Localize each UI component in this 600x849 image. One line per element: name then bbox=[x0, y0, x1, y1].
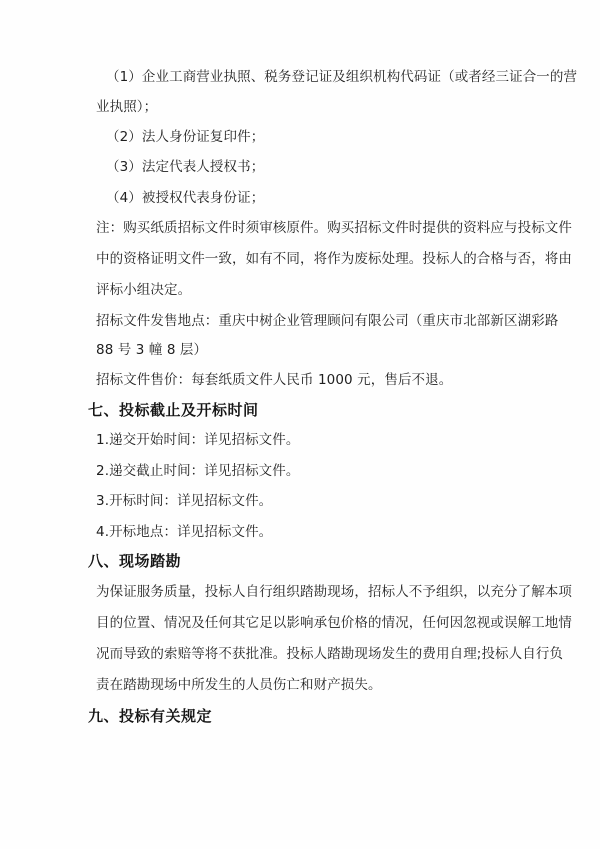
section-7-item-2: 2.递交截止时间：详见招标文件。 bbox=[96, 463, 300, 479]
requirement-item-1: （1）企业工商营业执照、税务登记证及组织机构代码证（或者经三证合一的营 bbox=[106, 69, 578, 85]
note-line-3: 评标小组决定。 bbox=[96, 282, 192, 298]
note-line-1: 注：购买纸质招标文件时须审核原件。购买招标文件时提供的资料应与投标文件 bbox=[96, 220, 572, 236]
sale-location-line-1: 招标文件发售地点：重庆中树企业管理顾问有限公司（重庆市北部新区湖彩路 bbox=[96, 313, 559, 329]
requirement-item-2: （2）法人身份证复印件； bbox=[106, 129, 265, 145]
section-8-paragraph-line-1: 为保证服务质量，投标人自行组织踏勘现场，招标人不予组织，以充分了解本项 bbox=[96, 584, 572, 600]
section-7-item-4: 4.开标地点：详见招标文件。 bbox=[96, 524, 273, 540]
section-8-heading: 八、现场踏勘 bbox=[88, 552, 182, 570]
section-8-paragraph-line-3: 况而导致的索赔等将不获批准。投标人踏勘现场发生的费用自理;投标人自行负 bbox=[96, 646, 564, 662]
section-8-paragraph-line-4: 责在踏勘现场中所发生的人员伤亡和财产损失。 bbox=[96, 677, 382, 693]
requirement-item-4: （4）被授权代表身份证； bbox=[106, 190, 265, 206]
section-7-heading: 七、投标截止及开标时间 bbox=[88, 401, 259, 419]
requirement-item-1-continued: 业执照）； bbox=[96, 99, 158, 115]
sale-location-line-2: 88 号 3 幢 8 层） bbox=[96, 342, 208, 358]
section-7-item-3: 3.开标时间：详见招标文件。 bbox=[96, 493, 273, 509]
sale-price: 招标文件售价：每套纸质文件人民币 1000 元，售后不退。 bbox=[96, 372, 453, 388]
requirement-item-3: （3）法定代表人授权书； bbox=[106, 159, 265, 175]
note-line-2: 中的资格证明文件一致，如有不同，将作为废标处理。投标人的合格与否，将由 bbox=[96, 251, 572, 267]
section-8-paragraph-line-2: 目的位置、情况及任何其它足以影响承包价格的情况，任何因忽视或误解工地情 bbox=[96, 615, 572, 631]
section-9-heading: 九、投标有关规定 bbox=[88, 707, 213, 725]
section-7-item-1: 1.递交开始时间：详见招标文件。 bbox=[96, 432, 300, 448]
